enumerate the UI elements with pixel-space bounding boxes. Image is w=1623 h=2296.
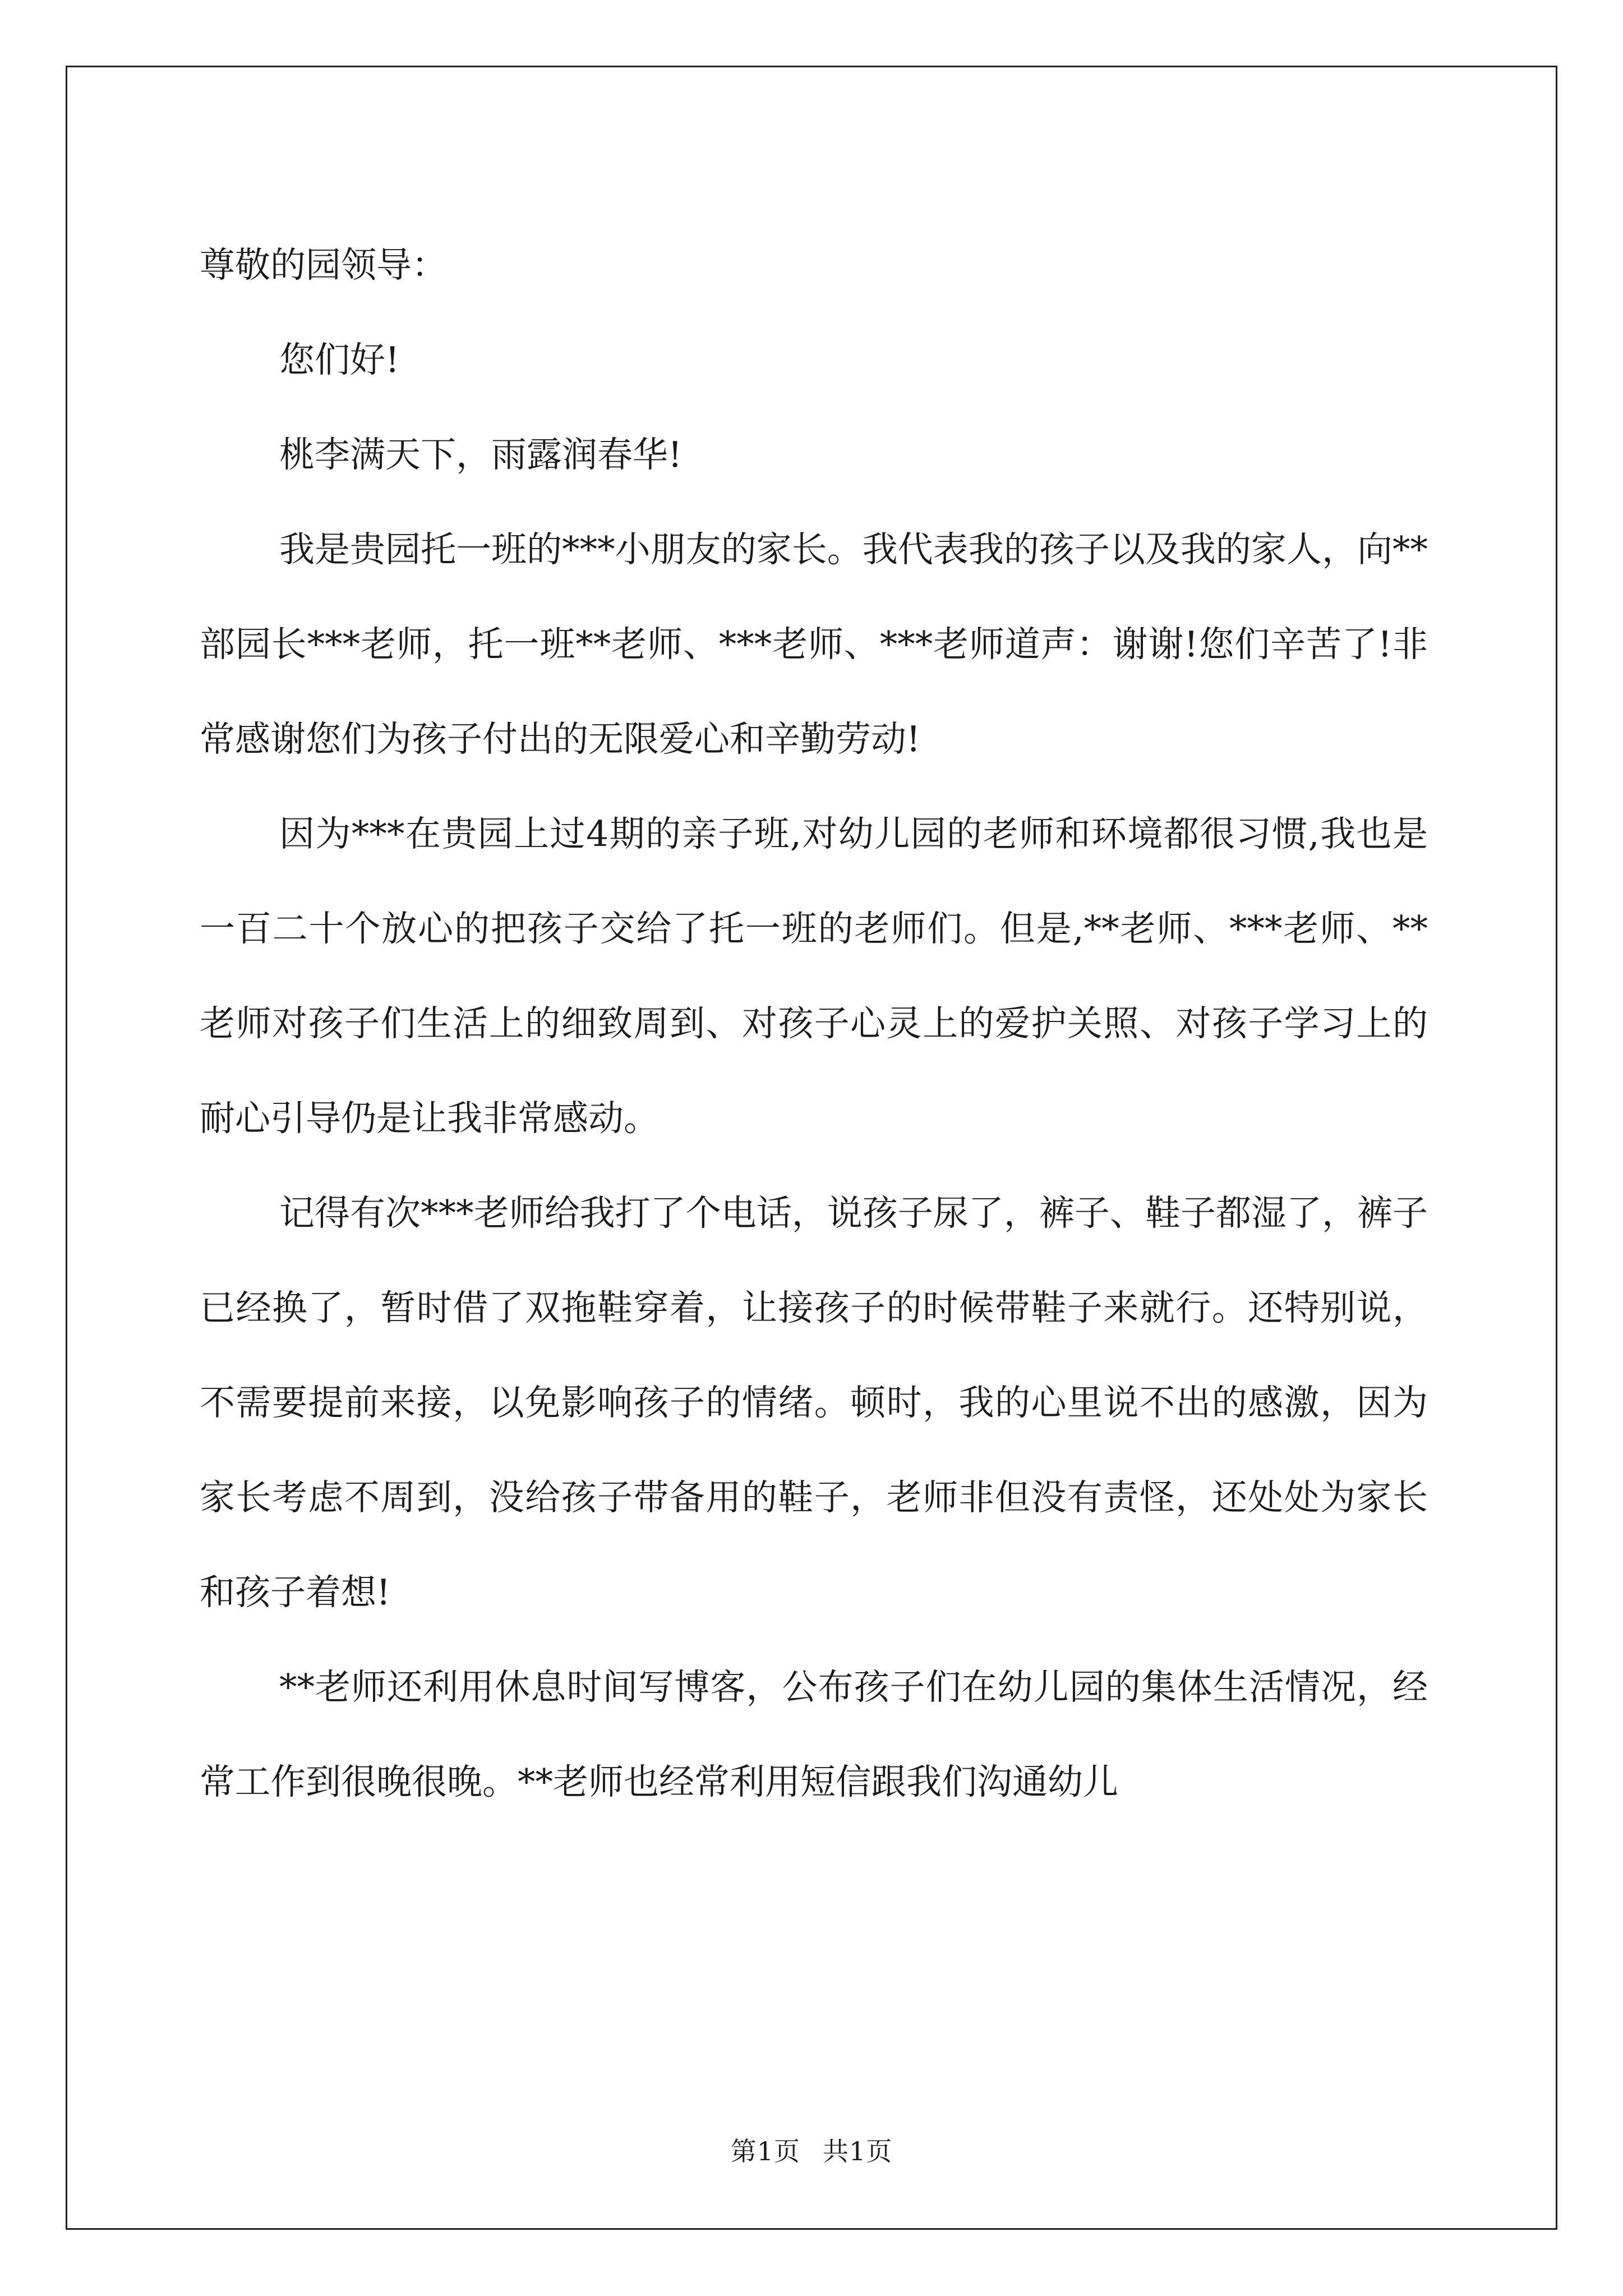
paragraph-gratitude: 因为***在贵园上过4期的亲子班,对幼儿园的老师和环境都很习惯,我也是一百二十个放心的把孩子交给了托一班的老师们。但是,**老师、***老师、**老师对孩子们生活上的细致周到、对孩子心灵上的爱护关照、对孩子学习上的耐心引导仍是让我非常感动。 [200,813,1428,1139]
page-number-current: 第1页 [730,2136,800,2166]
paragraph-greeting: 您们好! [279,339,400,380]
letter-body [200,218,1428,1829]
page-footer [0,2134,1623,2168]
page-number-total: 共1页 [823,2136,893,2166]
paragraph-blog: **老师还利用休息时间写博客，公布孩子们在幼儿园的集体生活情况，经常工作到很晚很晚。**老师也经常利用短信跟我们沟通幼儿 [200,1667,1428,1802]
salutation: 尊敬的园领导： [200,245,447,286]
paragraph-introduction: 我是贵园托一班的***小朋友的家长。我代表我的孩子以及我的家人，向**部园长***老师，托一班**老师、***老师、***老师道声：谢谢!您们辛苦了!非常感谢您们为孩子付出的无限爱心和辛勤劳动! [200,529,1428,760]
paragraph-anecdote: 记得有次***老师给我打了个电话，说孩子尿了，裤子、鞋子都湿了，裤子已经换了，暂时借了双拖鞋穿着，让接孩子的时候带鞋子来就行。还特别说，不需要提前来接，以免影响孩子的情绪。顿时，我的心里说不出的感激，因为家长考虑不周到，没给孩子带备用的鞋子，老师非但没有责怪，还处处为家长和孩子着想! [200,1193,1428,1613]
paragraph-motto: 桃李满天下，雨露润春华! [279,434,683,475]
